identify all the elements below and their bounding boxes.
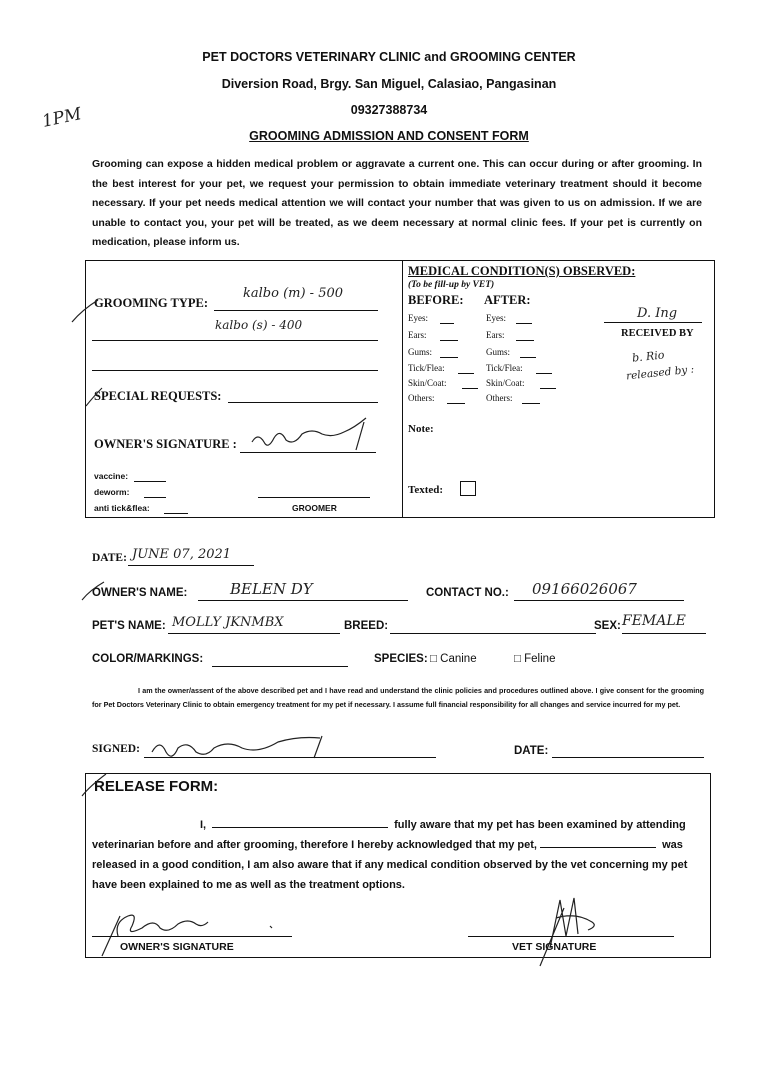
pen-stroke-mark [70, 296, 110, 326]
owner-name-label: OWNER'S NAME: [92, 587, 188, 599]
release-paragraph [92, 815, 704, 895]
release-form-title: RELEASE FORM: [94, 778, 219, 795]
antitick-label: anti tick&flea: [94, 503, 150, 513]
species-feline-option[interactable]: □ Feline [514, 653, 556, 665]
consent-paragraph: I am the owner/assent of the above described pet and I have read and understand the clinic policies and procedures outlined above. I give consent for the grooming for Pet Doctors Veterinary Clinic to obtain emergency treatment for my pet if necessary. I assume full financial responsibility for all changes and service incurred for my pet. [92, 686, 704, 709]
groomer-label: GROOMER [292, 503, 337, 513]
before-others: Others: [408, 393, 435, 403]
after-tick-flea: Tick/Flea: [486, 363, 523, 373]
contact-label: CONTACT NO.: [426, 587, 509, 599]
deworm-field[interactable] [144, 497, 166, 498]
vet-signature-scribble [520, 888, 610, 968]
antitick-field[interactable] [164, 513, 188, 514]
deworm-label: deworm: [94, 487, 130, 497]
owner-signature-scribble [244, 420, 384, 456]
species-canine-option[interactable]: □ Canine [430, 653, 477, 665]
signed-label: SIGNED: [92, 743, 140, 755]
date-value[interactable]: JUNE 07, 2021 [132, 547, 232, 562]
tested-checkbox[interactable] [460, 481, 476, 496]
after-label: AFTER: [484, 293, 531, 307]
clinic-address: Diversion Road, Brgy. San Miguel, Calasiao, Pangasinan [221, 77, 557, 91]
release-text-part2: fully aware that my pet has been examined by attending veterinarian before and after grooming, therefore I hereby acknowledged that my pet, [92, 819, 686, 851]
release-text-part1: I, [200, 819, 207, 831]
signed-date-label: DATE: [514, 745, 549, 757]
after-ears: Ears: [486, 330, 505, 340]
before-gums: Gums: [408, 347, 433, 357]
form-title: GROOMING ADMISSION AND CONSENT FORM [249, 129, 529, 143]
pet-name-label: PET'S NAME: [92, 620, 166, 632]
clinic-name: PET DOCTORS VETERINARY CLINIC and GROOMING CENTER [202, 50, 576, 64]
contact-value[interactable]: 09166026067 [532, 580, 637, 598]
special-requests-field[interactable] [228, 402, 378, 403]
box-divider [402, 260, 403, 518]
release-pet-field[interactable] [540, 847, 656, 848]
released-by-label: released by : [625, 363, 695, 383]
note-label: Note: [408, 423, 434, 435]
color-markings-label: COLOR/MARKINGS: [92, 653, 204, 665]
margin-time-note: 1PM [40, 104, 84, 132]
before-label: BEFORE: [408, 293, 464, 307]
vaccine-label: vaccine: [94, 471, 129, 481]
grooming-type-label: GROOMING TYPE: [94, 296, 209, 310]
special-requests-label: SPECIAL REQUESTS: [94, 389, 222, 403]
after-gums: Gums: [486, 347, 511, 357]
pen-stroke-mark-3 [80, 580, 110, 604]
species-label: SPECIES: [374, 653, 428, 665]
after-skin-coat: Skin/Coat: [486, 378, 525, 388]
before-ears: Ears: [408, 330, 427, 340]
sex-label: SEX: [594, 620, 621, 632]
date-label: DATE: [92, 552, 127, 564]
medical-title: MEDICAL CONDITION(S) OBSERVED: [408, 264, 636, 278]
groomer-field[interactable] [258, 497, 370, 498]
received-by-value[interactable]: D. Ing [637, 306, 678, 321]
tested-label: Texted: [408, 484, 444, 496]
breed-field[interactable] [390, 633, 596, 634]
breed-label: BREED: [344, 620, 389, 632]
intro-paragraph: Grooming can expose a hidden medical problem or aggravate a current one. This can occur during or after grooming. In the best interest for your pet, we request your permission to obtain immediate veterinary treatment should it become necessary. If your pet needs medical attention we will contact your number that was given to us on admission. If we are unable to contact you, your pet will be treated, as we deem necessary at normal clinic fees. If your pet is currently on medication, please inform us. [92, 158, 702, 248]
grooming-type-entry-2[interactable]: kalbo (s) - 400 [215, 318, 303, 332]
sex-value[interactable]: FEMALE [622, 613, 686, 629]
before-eyes: Eyes: [408, 313, 428, 323]
before-skin-coat: Skin/Coat: [408, 378, 447, 388]
after-others: Others: [486, 393, 513, 403]
grooming-type-entry-1[interactable]: kalbo (m) - 500 [243, 286, 344, 301]
pen-stroke-mark-4 [80, 772, 110, 798]
pen-stroke-mark-2 [84, 386, 108, 410]
released-by-value[interactable]: b. Rio [631, 348, 666, 365]
owner-signature-label: OWNER'S SIGNATURE : [94, 437, 237, 451]
medical-subtitle: (To be fill-up by VET) [408, 280, 495, 290]
release-text-part3: was released in a good condition, I am also aware that if any medical condition observed by the vet concerning my pet have been explained to me as well as the treatment options. [92, 839, 688, 891]
clinic-phone: 09327388734 [350, 103, 428, 117]
after-eyes: Eyes: [486, 313, 506, 323]
release-name-field[interactable] [212, 827, 388, 828]
pet-name-value[interactable]: MOLLY JKNMBX [172, 615, 284, 630]
signed-date-field[interactable] [552, 757, 704, 758]
vaccine-field[interactable] [134, 481, 166, 482]
owner-release-signature-label: OWNER'S SIGNATURE [120, 941, 234, 953]
received-by-label: RECEIVED BY [621, 328, 694, 339]
owner-name-value[interactable]: BELEN DY [230, 580, 313, 598]
color-markings-field[interactable] [212, 666, 348, 667]
vet-signature-label: VET SIGNATURE [512, 941, 597, 953]
before-tick-flea: Tick/Flea: [408, 363, 445, 373]
